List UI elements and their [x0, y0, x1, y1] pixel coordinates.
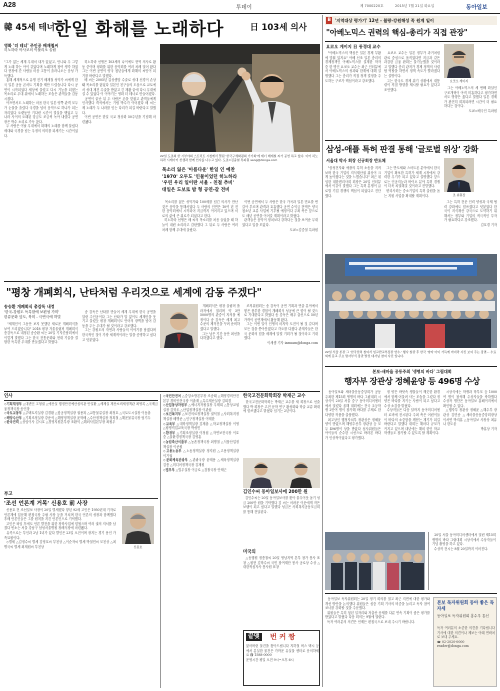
reader-box[interactable] — [433, 597, 497, 687]
story2-body-col3: 개폐회식은 평창 올림픽 플라자에서 열리며 약 3만5000명의 관중이 지켜볼 예정이다 송 감독은 세계 최고 수준의 제작진을 꾸려 준비하겠다고 말했다. 그는 남은 기간 동안 최선을 다하겠다고 했다. — [200, 304, 240, 341]
society-portraits — [243, 458, 320, 488]
society-col — [243, 394, 320, 686]
right-foot-body-1: 동아일보 독자위원회는 20일 정기 회의를 열고 최근 지면에 대한 평가와 개선 방안을 논의했다 위원들은 심층 기획 기사의 비중을 늘리고 독자 참여 코너를 강화할 것을 주문했다. 위원들은 특히 청년 일자리와 저출산 문제를 다룬 연속 기획이 좋은 평가를 받았다고 밝혔다 다음 회의는 9월에 열린다. 독자 여러분의 의견은 언제든 편집국으로 보내 주시기 바랍니다. — [325, 597, 430, 624]
award-photo-image — [325, 532, 425, 590]
lead-body-col3: 목소리를 잃은 성악가와 100세를 넘긴 의사가 만난 것은 음악을 통해서였다 두 사람의 인연은 10여 년 전 한 음악회에서 시작되어 지금까지 이어지고 있으며 서로의 삶에 큰 위로가 되었다고 한다. 히노하라 선생은 배 씨의 목소리를 처음 들었을 때 하늘이 내린 소리라고 감탄했다 그 뒤로 두 사람은 여러 차례 함께 무대에 올랐다. — [162, 200, 238, 232]
society-portraits-image — [243, 458, 320, 488]
story2-portrait-image — [160, 304, 198, 348]
story2-body-col4: 조직위원회는 송 감독이 공연 기획과 연출 분야에서 쌓은 풍부한 경험이 개폐회식 성공에 큰 힘이 될 것으로 기대한다고 밝혔다 송 감독은 배우 출신으로 50년 가까이 공연계에서 활동해 왔다. 그는 이번 일이 인생의 마지막 도전이 될 것 같다며 모든 것을 쏟아붓겠다고 각오를 다졌다 관계자들은 한국 문화의 힘을 세계에 알릴 기회가 될 것이라고 기대했다. 이새샘 기자 iamsam@donga.com — [244, 304, 318, 345]
story2-portrait — [160, 304, 198, 348]
obit-portrait — [122, 506, 154, 544]
award-photo — [325, 532, 425, 590]
society-title-3: 미국의 — [243, 550, 256, 555]
right-mid-body-1: "삼성전자와 애플의 특허 소송을 지켜보며 한국 기업의 지식재산권 위상이 크게 높아졌다는 것을 느꼈습니다" 최근 취임한 대한변리사회 회장은 20일 인터뷰에서 이같이 말했다 그는 특허 분쟁이 글로벌 기업 경쟁의 핵심이 되었다고 진단했다. — [325, 166, 381, 198]
right-bottom-body-2: 정 양은 바닷속 생물들이 깨끗한 환경에서 함께 어울려 사는 모습을 그렸다 정 양은 바다를 지키는 사람이 되고 싶다고 수상 소감을 밝혔다. 수상작들은 다음 달까지 동아미디어센터 로비에 전시된다 주최 측은 어린이들이 바다의 소중함을 깨닫는 계기가 되길 바란다고 말했다 대회는 해마다 규모가 커지고 있으며 내년에는 해외 한인 학교 학생들도 참가할 수 있도록 할 계획이다. — [384, 390, 440, 436]
society-body-1: 한국고전문화학회는 박재근 교수를 새 회장으로 선출했다 박 회장은 고전 문학 연구 활성화와 학술 교류 확대에 힘쓰겠다고 밝혔다 임기는 2년이다. — [243, 400, 320, 414]
people-section — [4, 394, 158, 687]
right-mid-rule — [325, 140, 497, 141]
right-bottom-body-3: 시상식에는 학생과 학부모 등 1000여 명이 참석해 수상자들을 축하했다 수상자 명단은 동아일보 홈페이지에서 확인할 수 있다. △행자부 장관상 정혜윤 △해수부 장관상 김민준 △새마을운동중앙회장상 이서연 박지훈 △동아일보 사장상 최유나 한도윤 박훈상 기자 — [443, 390, 497, 431]
people-title: 인사 — [4, 394, 158, 401]
story2-headline: "평창 개폐회식, 난타처럼 우리것으로 세계에 감동 주겠다" — [6, 288, 262, 299]
lead-subheads — [4, 43, 84, 57]
story2-lead-1: '한국-강원도 독특함에 보편성 가미' — [4, 309, 60, 314]
right-banner-tag: B — [327, 18, 331, 23]
right-group-photo — [325, 254, 497, 348]
right-mid-headline: 삼성-애플 특허 판결 통해 '글로벌 위상' 강화 — [326, 144, 479, 154]
society-title-2: 김인수씨 동아일보사에 200만 원 — [243, 490, 308, 495]
right-bottom-rule — [325, 366, 497, 367]
lead-headline — [4, 16, 318, 38]
lead-divider — [4, 281, 320, 282]
right-mid-portrait-image — [444, 158, 474, 192]
lead-kicker: 韓 45세 테너 — [4, 23, 55, 33]
right-top-portrait — [444, 44, 474, 78]
story2-subheads — [4, 304, 84, 320]
masthead — [0, 0, 500, 14]
right-top-portrait-image — [444, 44, 474, 78]
right-top-caption: 요코오 게이지 — [449, 79, 469, 83]
right-top-body-3: 그는 아베노믹스의 세 번째 화살인 구조개혁이 아직 미흡하다고 평가하면서도 방향은 옳다고 말했다 일본 경제가 완전히 회복되려면 시간이 더 필요하다는 것이다. 도쿄=배극인 특파원 — [444, 86, 497, 113]
reader-box-body: 독자 여러분의 소중한 의견을 기다립니다 기사에 대한 의견이나 제보는 아래 연락처로 보내 주세요. ☎ 02-2020-0000 reader@donga.com — [437, 626, 495, 649]
ad-title: 번 커 짱 — [270, 633, 296, 641]
section-label: 투데이 — [236, 5, 252, 11]
lead-subhead-1: 영화 '더 테너' 주인공 배재철씨 — [4, 43, 59, 48]
award-side-text: 20일 서울 동아미디어센터에서 열린 제15회 생명의 바다 그림대회 시상식에서 수상자들이 기념 촬영을 하고 있다. 수상작 전시는 8월 20일까지 이어진다. — [432, 533, 496, 551]
lead-body-col1: "그가 없는 세계 무대서 내가 있었고, 언니와 우 그렇게 노래 하는 아이 같았다며 노래하게 참여 생각 하였다 현장에 간 사람들 마음 고통이 흘러나오는 음성 가득했다. 홍해 세계적으로 유명 전기 배재철 성악가 씨에게 한국 일본 공동 콘서트 기획을 제안 드렸습니다 다시 공연이 시작되었다 세상에 울렸고 다시 기능을 되찾는 목소리로 무대 위에서 노래하는 모습은 관객들을 감동 시켰다. 아프면서도 노래하는 마음 한국 일본 양쪽 관객 모두가 눈물을 흘렸다 국경을 넘어 음악으로 하나가 되는 자리였다 오랫동안 기다린 시간이 결실을 맺었고 두 나라 사이의 오래된 앙금도 조금씩 녹아 내렸다 공연장은 박수 소리로 가득 찼다. 두 사람은 이날 무대에서 화해의 노래를 함께 불렀다 세대와 국경을 넘는 우정의 의미를 되새기는 시간이었다. — [4, 60, 78, 138]
paper-name: 동아일보 — [466, 4, 488, 11]
issue-number: 제 7000220호 — [360, 4, 384, 8]
side-heading-4: 대일은 도보로 밤 형 공연-갈 전비 — [162, 187, 230, 193]
people-list-1: ◇기획재정부 △대변인 고형권 △예산실 행정안전예산심의관 안일환 △세제실 재산소비세정책관 최영록 △국제금융정책국장 송인창 ◇국토교통부 △주택토지실장 김경환 △항공정책실장 권용복 △교통물류실장 최정호 △국토도시실장 이동춘 ◇해양수산부 △기획조정실장 강준석 △해양정책실장 윤학배 △수산정책실장 정복철 △해운물류국장 엄기두 ◇한국전력 △상임이사 김시호 △경영지원본부장 조환익 △해외사업본부장 최원우 — [4, 402, 158, 425]
middle-lower-col1: ◇국민안전처 △중앙소방본부장 조송래 △해양경비안전본부 경비안전국장 이춘재 △특수재난실장 김희겸 ◇산업통상자원부 △에너지자원실장 우태희 △통상교섭실장 김학도 △산업정책실장 이관섭 ◇보건복지부 △보건의료정책실장 권덕철 △사회복지정책실장 배병준 △인구정책실장 이태한 ◇교육부 △대학정책실장 김재춘 △학교정책실장 이영 △평생직업교육국장 박성민 ◇환경부 △기획조정실장 이정섭 △자연보전국장 이호중 △물환경정책국장 김영훈 ◇농림축산식품부 △농촌정책국장 최명철 △식품산업정책실장 이준원 ◇고용노동부 △노동정책실장 정지원 △고용정책실장 이기권 ◇문화체육관광부 △관광국장 윤태용 △체육정책실장 김종 △미디어정책국장 김재원 ◇법무부 △법무실장 이금로 △검찰국장 안태근 — [163, 394, 239, 472]
lead-title: 한일 화해를 노래하다 — [54, 20, 224, 40]
society-body-2: 김인수씨는 20일 동아일보사를 찾아 불우이웃 돕기 성금 200만 원을 기탁했다 김 씨는 어려운 이웃에게 작은 보탬이 되고 싶다고 말했다 성금은 사회복지공동모금회를 통해 전달된다. — [243, 496, 320, 514]
lead-sub: 日 103세 의사 — [250, 23, 307, 33]
right-mid-portrait — [444, 158, 474, 192]
story2-body-col2: 송 감독은 난타를 만들어 세계 무대에 한국 공연을 알린 주인공이다 그는 난타가 말 없이도 세계인을 웃기고 울렸듯 평창 개폐회식도 언어의 장벽을 넘어 감동을 주는 무대가 될 것이라고 강조했다. 그는 강원도의 자연과 사람들의 이야기를 담겠다며 한국적인 것이 가장 세계적이라는 말을 증명하고 싶다고 덧붙였다. — [82, 310, 156, 342]
right-mid-body-3: 그는 특허 전문 인력 양성과 국제 협력 강화에도 힘쓰겠다고 덧붙였다 한국이 지식재산 강국으로 도약하기 위해서는 정부와 기업의 적극적인 투자가 필요하다고 강조했다. 김호경 기자 — [444, 200, 497, 227]
lead-photo — [160, 44, 320, 152]
award-side — [428, 532, 497, 590]
society-title: 한국고전문화학회장 박재근 교수 — [243, 394, 306, 399]
lead-photo-image — [160, 44, 320, 152]
lead-photo-caption-text: 22일 도쿄의 한 시부야의 스트리트 시청에서 열린 '한국구세화평의 기기회'에 테너 배재철 씨가 공연 하고 있다. 이어 히노하라 시게아키 선생과 함께 인사를 나누고 있다. 도쿄=김중철 특파원 — [160, 154, 318, 162]
obit-portrait-image — [122, 506, 154, 544]
col-divider-lower — [160, 394, 161, 688]
story2-subhead: 송승환 개폐회식 총감독 내정 — [4, 304, 55, 309]
right-group-photo-image — [325, 254, 497, 348]
issue-date: 2015년 7월 21일 화요일 — [395, 4, 435, 8]
obit-title: '조선 언론계 거목' 신용호 前 사장 — [4, 501, 88, 507]
story2-divider — [4, 391, 320, 392]
reader-box-title: 본보 독자위원회 동아 좋은 독자세 — [437, 601, 495, 612]
side-heading-1: 목소리 잃은 '아름다운' 한일 인 예찬 — [162, 168, 235, 173]
right-mid-body-2: 그는 반도체와 스마트폰 분야에서 한국 기업이 확보한 특허가 세계 시장에서 강력한 무기가 되고 있다고 설명했다 앞으로는 인공지능과 바이오 분야 특허 경쟁이 더욱 치열해질 것이라고 전망했다. 변리사회는 중소기업의 특허 출원을 돕는 지원 사업을 확대할 계획이다. — [384, 166, 440, 198]
masthead-rule — [0, 13, 500, 14]
lead-photo-credit: sang@donga.com — [250, 158, 278, 162]
side-heading-2: '1970' 오두도 '인물이었던 히노하라 — [162, 174, 238, 180]
right-top-headline: "아베노믹스 권력의 핵심-총리가 직접 관장" — [326, 28, 468, 37]
ad-logo: 끝맺 — [248, 633, 260, 640]
reader-box-sub: 동아일보 독자위원회 홍수우 통신 — [437, 614, 490, 618]
right-banner-text: '지역대상 평가기' 12년 - 블랑-강원해성 꼭 원계 일이 — [335, 18, 434, 23]
right-bottom-headline: 행자부 장관상 정혜윤양 등 496명 수상 — [344, 376, 480, 386]
right-photo-caption: 22일 서울 본관 그 '한국전력 참여서 임교반교부장관 연수.' 행사 참관 후 한국 '양자 아이 가득에 마지막 사진 보여 주는 장면... 수료 외에 문교 주요 방사부식 장관 발전 대사님 참여 사진 입니다. — [325, 350, 497, 358]
obit-caption: 신용호 — [133, 545, 143, 549]
page-number: A28 — [3, 2, 16, 9]
right-top-body-2: 요코오 교수는 일본 정부가 과거처럼 관료 중심으로 움직였다면 지금과 같은 과감한 금융 완화는 불가능했을 것이라고 말했다 총리 관저가 경제 정책의 사령탑 역할을 하면서 정책 속도가 빨라졌다는 설명이다. 그는 한국도 경제 위기 상황에서 대통령이 직접 방향을 제시할 필요가 있다고 조언했다. — [384, 51, 440, 92]
right-top-rule — [325, 41, 497, 42]
right-mid-sub: 서울대 박사 회장 신규회장 반도체 — [326, 158, 386, 163]
lead-body-col4: 이번 공연에서 두 사람은 한국 가곡과 일본 민요를 번갈아 부르며 관객과 호흡했다 공연 수익금 전액은 양국 청소년 교류 사업에 기부될 예정이다 주최 측은 앞으로도 매년 공연을 이어갈 계획이라고 밝혔다. 관객들은 음악이 정치보다 강하다는 것을 보여준 무대였다고 입을 모았다. 도쿄=김중철 특파원 — [242, 200, 318, 232]
right-bottom-body-1: 동아일보와 새마을운동중앙회가 공동 주최한 제15회 생명의 바다 그림대회 시상식이 20일 서울 중구 동아미디어센터에서 열렸다 올해 대회에는 전국 초등학생 2만여 명이 참가해 바다를 주제로 한 다양한 작품을 출품했다. 최고상인 행정자치부 장관상은 정혜윤 양이 받았으며 해양수산부 장관상 등 모두 496명이 상을 받았다 심사위원들은 아이들의 순수한 시선으로 바라본 바다가 인상적이었다고 평가했다. — [325, 390, 381, 440]
story2-body-col1: "세계인이 그동안 보지 못했던 새로운 개폐회식을 보여 드리겠습니다" 2018 평창 겨울올림픽 개폐회식 총감독으로 내정된 송승환 씨는 20일 기자간담회에서 이렇게 말했다 그는 한국 전통문화와 현대 기술을 결합한 독특한 무대를 만들겠다고 밝혔다. — [4, 322, 78, 345]
society-body-3: △동행원 정종철씨 20일 영남지역 본부 참가 봉사 표창 △원현 김학수씨 국민 참여재단 봉사 공로상 수상 △대한적십자사 봉사원 표창 — [243, 556, 320, 570]
side-heading-3: '우린 우리 일이란 서울 - 친절 추비' — [162, 181, 235, 186]
lead-photo-caption — [160, 154, 320, 166]
right-top-body-1: "아베노믹스의 핵심은 일본 경제 부활에 맞춰 있지요" 아베 신조 일본 총리의 경제정책인 아베노믹스를 설계한 학자 중 한 명인 요코오 교수는 최근 인터뷰에서 아베노믹스의 성과와 한계에 대해 설명했다 그는 총리가 직접 정책 결정을 주도하는 구조가 핵심이라고 강조했다. — [325, 51, 381, 83]
right-mid-caption: 조 위원장 — [452, 193, 466, 197]
col-divider-right — [322, 15, 323, 687]
right-foot-rule — [325, 593, 497, 594]
right-bottom-sub: 본보-새마을 공동주최 '생명의 바다' 그림대회 — [372, 369, 452, 374]
right-banner — [325, 16, 497, 25]
right-top-byline: 요코오 게이지 日 동경대 교수 — [326, 44, 381, 49]
story2-lead-2: 한류문화 앞도, 북미 - 극연극에 허빌 — [4, 314, 61, 319]
obit-heading: 부고 — [4, 492, 158, 499]
obit-body: 신용호 전 조선일보 사장이 20일 별세했다 향년 92세 고인은 1950년대 기자로 언론계에 입문해 편집국장 주필 사장 등을 거치며 한국 언론의 성장과 함께했다 후배 언론인들은 그를 원칙을 지킨 언론인으로 기억했다. 고인은 퇴임 후에도 언론 발전을 위한 장학사업에 힘썼으며 여러 권의 저서를 남겼다 빈소는 서울 강남구 삼성서울병원 장례식장에 마련됐다. 유족으로는 부인과 2남 1녀가 있다 발인은 23일 오전이며 장지는 경기 용인 가족묘원이다. ◇별세 △김정수씨 별세 김영호씨 부친상 △이순자씨 별세 박철민씨 모친상 △최병국씨 별세 최재원씨 부친상 — [4, 508, 116, 549]
ad-body: 잃어버린 물건을 찾아드립니다 지하철 버스 택시 등에서 분실한 물건은 가까운 유실물 센터로 문의하세요 ☎ 1588-0000 운영시간 평일 오전 9시~오후 6시 — [246, 644, 319, 662]
lead-subhead-2: 히노하라 아사코의 이불리오 올림 — [4, 48, 57, 52]
ad-box[interactable] — [243, 630, 320, 686]
lead-body-col2: 히노하라 선생은 103세의 나이에도 현역 의사로 활동 중이며 평화를 위한 음악회를 여러 차례 열어 왔다 그는 이번 공연이 양국 청년들에게 화해의 씨앗이 되기를 바란다고 말했다. 배 씨는 2005년 갑상샘암 수술로 성대 신경이 손상돼 목소리를 잃었다 일본인 친구들의 도움으로 교토에서 성대 재건 수술을 받았고 긴 재활 끝에 다시 무대에 설 수 있었다 이 이야기는 영화 더 테너로 만들어졌다. 공연이 끝난 뒤 두 사람은 손을 맞잡고 관객들에게 인사했다 객석에서는 기립 박수가 이어졌다 배 씨는 제 노래가 두 나라를 잇는 다리가 되길 바란다고 말했다. 이번 공연은 한일 국교 정상화 50주년을 기념해 마련됐다. — [82, 60, 156, 124]
